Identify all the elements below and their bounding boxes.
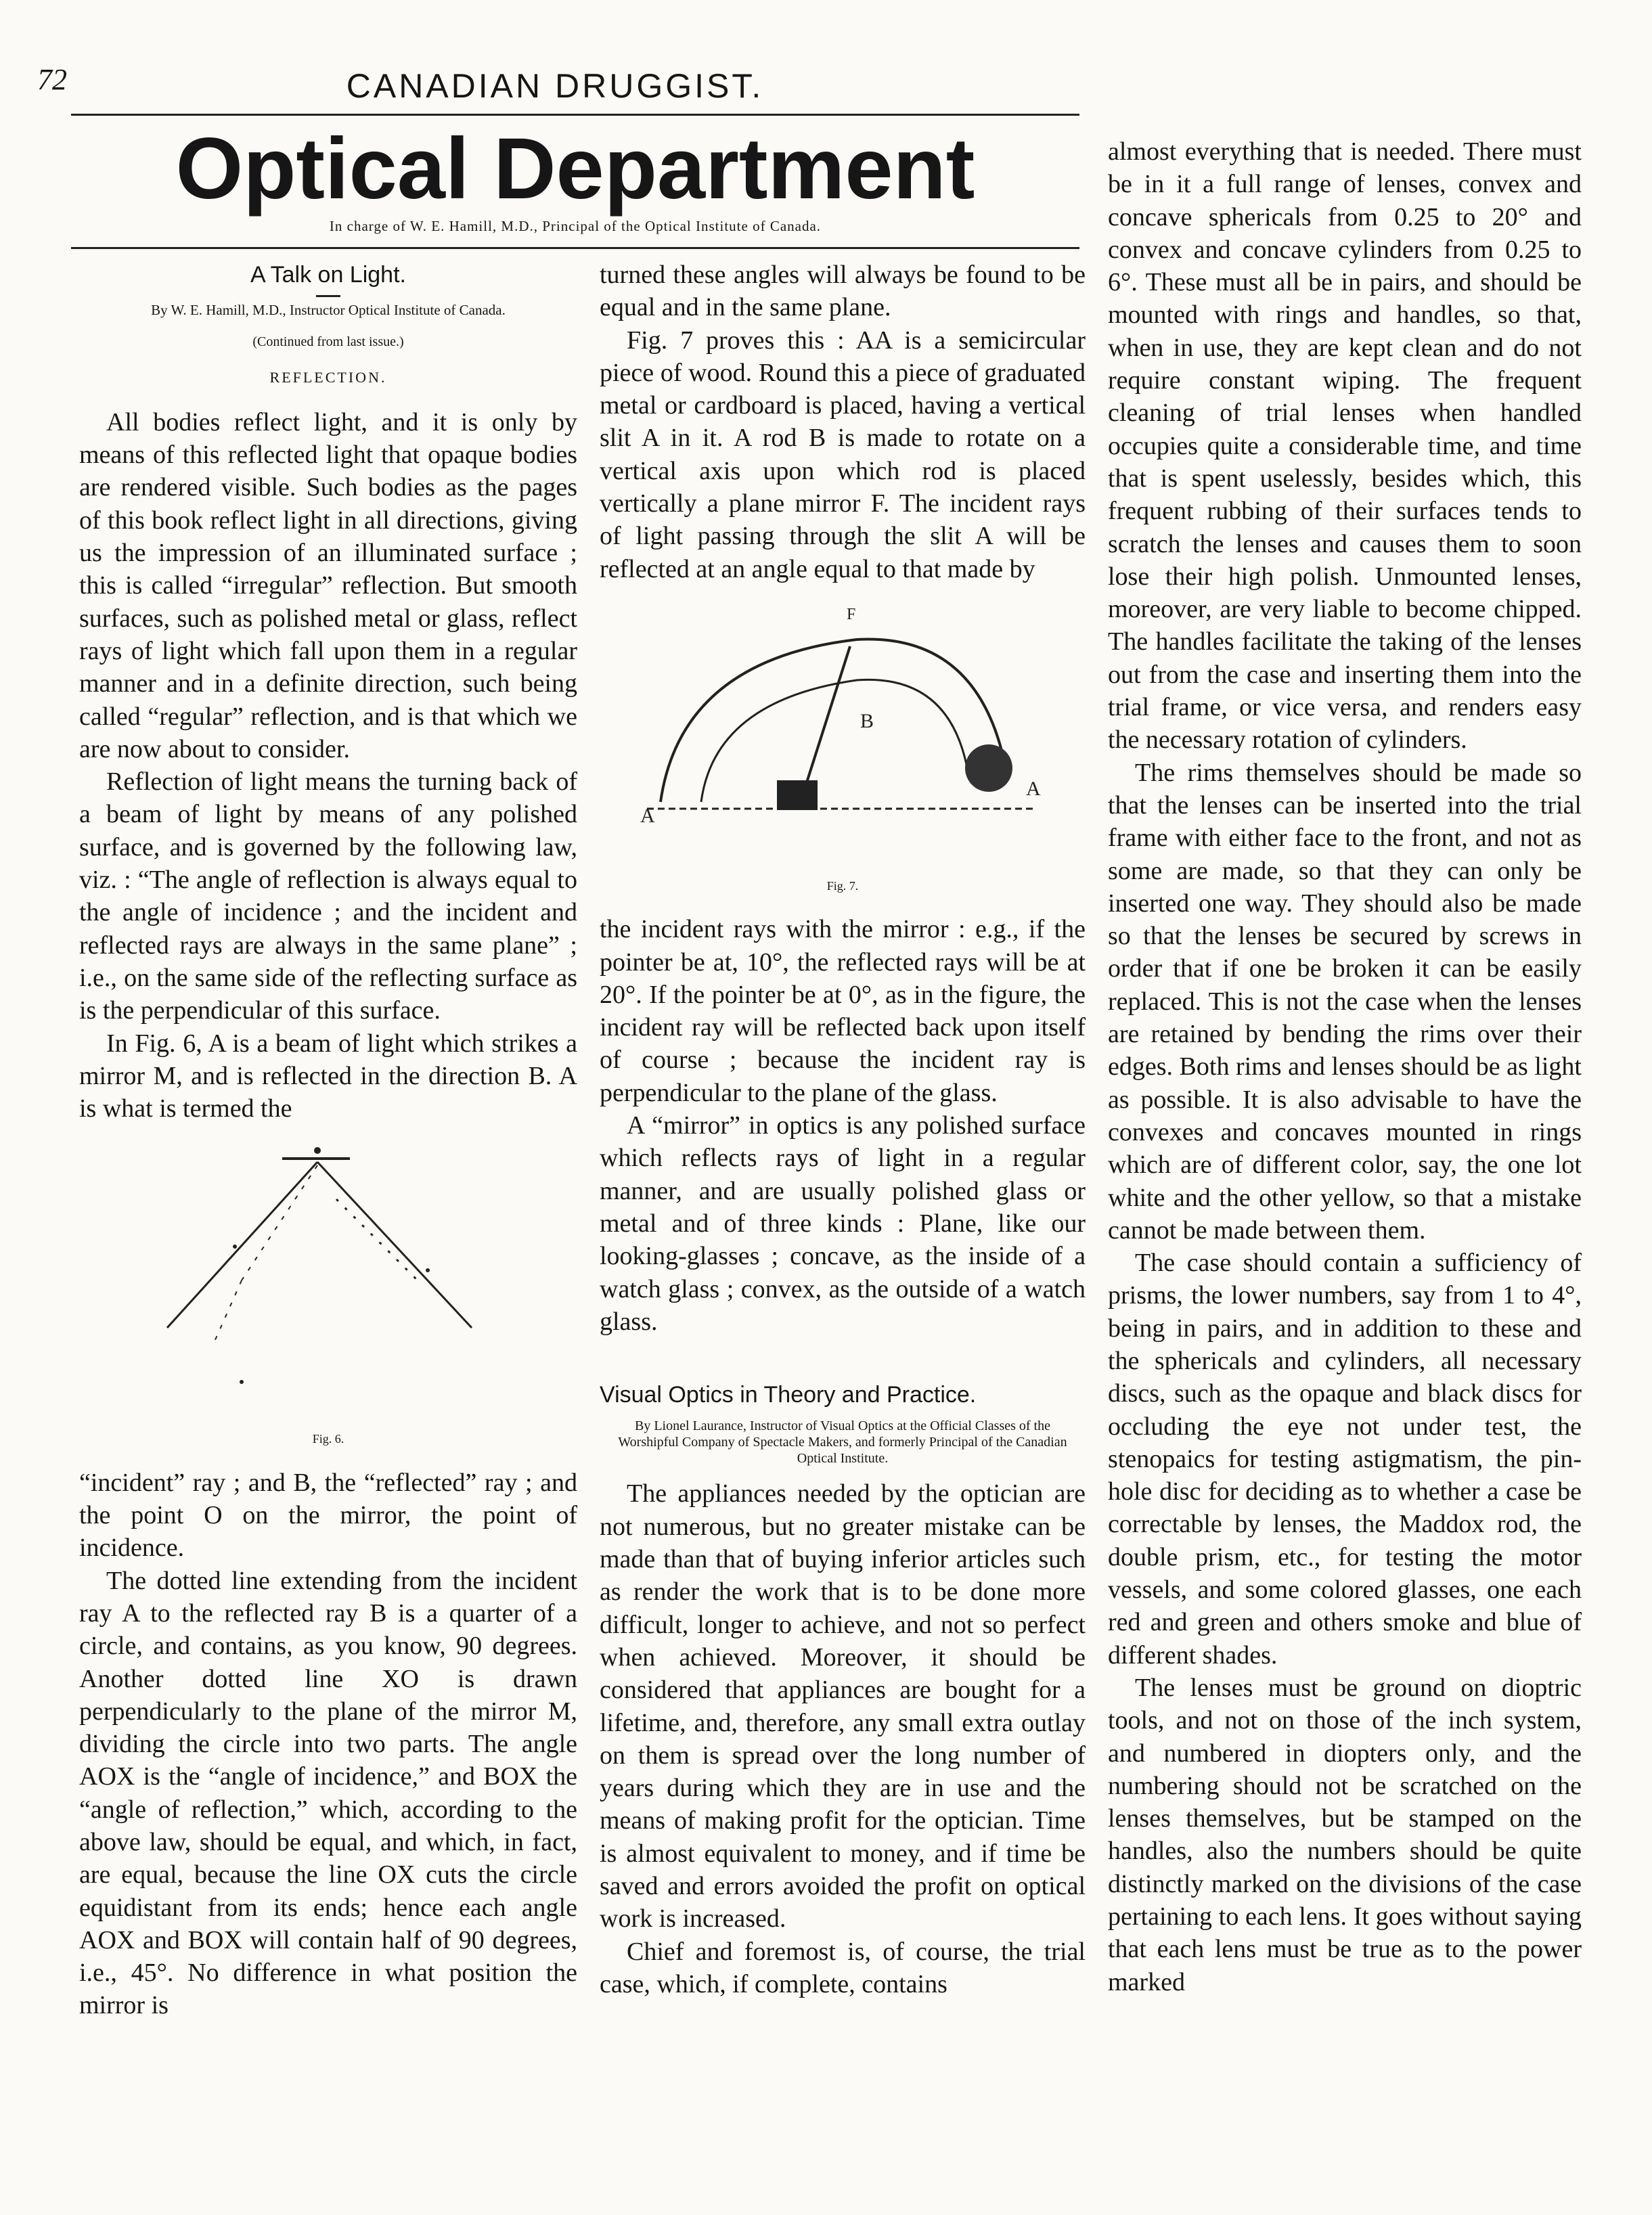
paragraph: turned these angles will always be found to be equal and in the same plane. bbox=[600, 261, 1086, 322]
article-byline: By W. E. Hamill, M.D., Instructor Optical Institute of Canada. bbox=[151, 302, 506, 319]
title-divider bbox=[316, 295, 340, 297]
incident-ray bbox=[167, 1162, 317, 1328]
section-subhead: REFLECTION. bbox=[269, 368, 387, 386]
article-title: Visual Optics in Theory and Practice. bbox=[600, 1382, 977, 1408]
department-rule bbox=[71, 247, 1079, 249]
label-mark bbox=[240, 1380, 244, 1384]
dotted-normal bbox=[336, 1199, 418, 1280]
header-rule bbox=[71, 114, 1079, 116]
running-head: CANADIAN DRUGGIST. bbox=[346, 67, 764, 105]
paragraph: The dotted line extending from the incident ray A to the reflected ray B is a quarter of a circle, and contains, as you know, 90 degrees. Another dotted line XO is drawn perpendicularly to the plane of the mirror M, dividing the circle into two parts. The angle AOX is the “angle of incidence,” and BOX the “angle of reflection,” which, according to the above law, should be equal, and which, in fact, are equal, because the line OX cuts the circle equidistant from its ends; hence each angle AOX and BOX will contain half of 90 degrees, i.e., 45°. No difference in what position the mirror is bbox=[79, 1566, 577, 2020]
paragraph: Chief and foremost is, of course, the trial case, which, if complete, contains bbox=[600, 1937, 1086, 1998]
paragraph: The appliances needed by the optician are not numerous, but no greater mistake can be made than that of buying inferior articles such as render the work that is to be done more difficult, longer to achieve, and not so perfect when achieved. Moreover, it should be considered that appliances are bought for a lifetime, and, therefore, any small extra outlay on them is spread over the long number of years during which they are in use and the means of making profit for the optician. Time is almost equivalent to money, and if time be saved and errors avoided the profit on optical work is increased. bbox=[600, 1479, 1086, 1933]
graduated-arc-outer bbox=[661, 639, 1006, 801]
column-2 bbox=[600, 259, 1086, 2000]
paragraph: Fig. 7 proves this : AA is a semicircular piece of wood. Round this a piece of graduated metal or cardboard is placed, having a vertical slit A in it. A rod B is made to rotate on a vertical axis upon which rod is placed vertically a plane mirror F. The incident rays of light passing through the slit A will be reflected at an angle equal to that made by bbox=[600, 326, 1086, 583]
paragraph: Reflection of light means the turning back of a beam of light by means of any polished surface, and is governed by the following law, viz. : “The angle of reflection is always equal to the angle of incidence ; and the incident and reflected rays are always in the same plane” ; i.e., on the same side of the reflecting surface as is the perpendicular of this surface. bbox=[79, 767, 577, 1025]
slit-shadow bbox=[965, 744, 1012, 792]
figure-caption: Fig. 6. bbox=[312, 1432, 344, 1446]
department-subtitle: In charge of W. E. Hamill, M.D., Principal of the Optical Institute of Canada. bbox=[329, 218, 822, 234]
label-a-left: A bbox=[640, 804, 655, 827]
paragraph: almost everything that is needed. There must be in it a full range of lenses, convex and concave sphericals from 0.25 to 20° and convex and concave cylinders from 0.25 to 6°. These must all be in pairs, and should be mounted with rings and handles, so that, when in use, they are kept clean and do not require constant wiping. The frequent cleaning of trial lenses when handled occupies quite a considerable time, and time that is spent uselessly, besides which, this frequent rubbing of their surfaces tends to scratch the lenses and causes them to soon lose their high polish. Unmounted lenses, moreover, are very liable to become chipped. The handles facilitate the taking of the lenses out from the case and inserting them into the trial frame, or vice versa, and renders easy the necessary rotation of cylinders. bbox=[1108, 137, 1582, 755]
paragraph: The case should contain a sufficiency of prisms, the lower numbers, say from 1 to 4°, being in pairs, and in addition to these and the sphericals and cylinders, all necessary discs, such as the opaque and black discs for occluding the eye not under test, the stenopaics for testing astigmatism, the pin-hole disc for deciding as to whether a case be correctable by lenses, the Maddox rod, the double prism, etc., for testing the motor vessels, and some colored glasses, one each red and green and others smoke and blue of different shades. bbox=[1108, 1249, 1582, 1670]
paragraph: the incident rays with the mirror : e.g., if the pointer be at, 10°, the reflected rays will be at 20°. If the pointer be at 0°, as in the figure, the incident ray will be reflected back upon itself of course ; because the incident ray is perpendicular to the plane of the glass. bbox=[600, 915, 1086, 1107]
continued-note: (Continued from last issue.) bbox=[252, 334, 404, 350]
paragraph: A “mirror” in optics is any polished surface which reflects rays of light in a regular manner, and are usually polished glass or metal and of three kinds : Plane, like our looking-glasses ; concave, as the inside of a watch glass ; convex, as the outside of a watch glass. bbox=[600, 1111, 1086, 1336]
semicircle-apparatus-diagram bbox=[600, 599, 1086, 870]
paragraph: In Fig. 6, A is a beam of light which strikes a mirror M, and is reflected in the direction B. A is what is termed the bbox=[79, 1029, 577, 1123]
reflection-diagram bbox=[79, 1138, 577, 1423]
paragraph: All bodies reflect light, and it is only by means of this reflected light that opaque bodies are rendered visible. Such bodies as the pages of this book reflect light in all directions, giving us the impression of an illuminated surface ; this is called “irregular” reflection. But smooth surfaces, such as polished metal or glass, reflect rays of light which fall upon them in a regular manner and in a definite direction, such being called “regular” reflection, and is that which we are now about to consider. bbox=[79, 407, 577, 763]
reflected-ray bbox=[317, 1162, 472, 1328]
page-number: 72 bbox=[37, 63, 67, 96]
label-f: F bbox=[847, 605, 856, 623]
label-mark bbox=[426, 1268, 430, 1272]
column-1 bbox=[79, 259, 577, 2022]
dotted-arc-left-lower bbox=[215, 1280, 242, 1341]
mirror-f bbox=[777, 780, 818, 810]
figure-6 bbox=[79, 1138, 577, 1455]
point-o-mark bbox=[314, 1147, 321, 1154]
article-title: A Talk on Light. bbox=[250, 262, 406, 288]
figure-caption: Fig. 7. bbox=[826, 878, 859, 893]
paragraph: The lenses must be ground on dioptric tools, and not on those of the inch system, and numbered in diopters only, and the numbering should not be scratched on the lenses themselves, but be stamped on the handles, also the numbers should be quite distinctly marked on the divisions of the case pertaining to each lens. It goes without saying that each lens must be true as to the power marked bbox=[1108, 1673, 1582, 1996]
paragraph: The rims themselves should be made so that the lenses can be inserted into the trial frame with either face to the front, and not as some are made, so that they can only be inserted one way. They should also be made so that the lenses be secured by screws in order that if one be broken it can be easily replaced. This is not the case when the lenses are retained by bending the rims over their edges. Both rims and lenses should be as light as possible. It is also advisable to have the convexes and concaves mounted in rings which are of different color, say, the one lot white and the other yellow, so that a mistake cannot be made between them. bbox=[1108, 758, 1582, 1245]
rod-b bbox=[803, 646, 850, 795]
figure-7 bbox=[600, 599, 1086, 902]
article-byline: By Lionel Laurance, Instructor of Visual Optics at the Official Classes of the Worshipful Company of Spectacle Makers, and formerly Principal of the Canadian Optical Institute. bbox=[618, 1418, 1067, 1467]
label-mark bbox=[233, 1245, 237, 1249]
dotted-arc-left bbox=[242, 1165, 317, 1280]
paragraph: “incident” ray ; and B, the “reflected” ray ; and the point O on the mirror, the point of incidence. bbox=[79, 1468, 577, 1563]
column-3 bbox=[1108, 135, 1582, 1998]
label-b: B bbox=[860, 709, 874, 732]
department-title: Optical Department bbox=[175, 120, 975, 217]
label-a-right: A bbox=[1026, 777, 1041, 800]
